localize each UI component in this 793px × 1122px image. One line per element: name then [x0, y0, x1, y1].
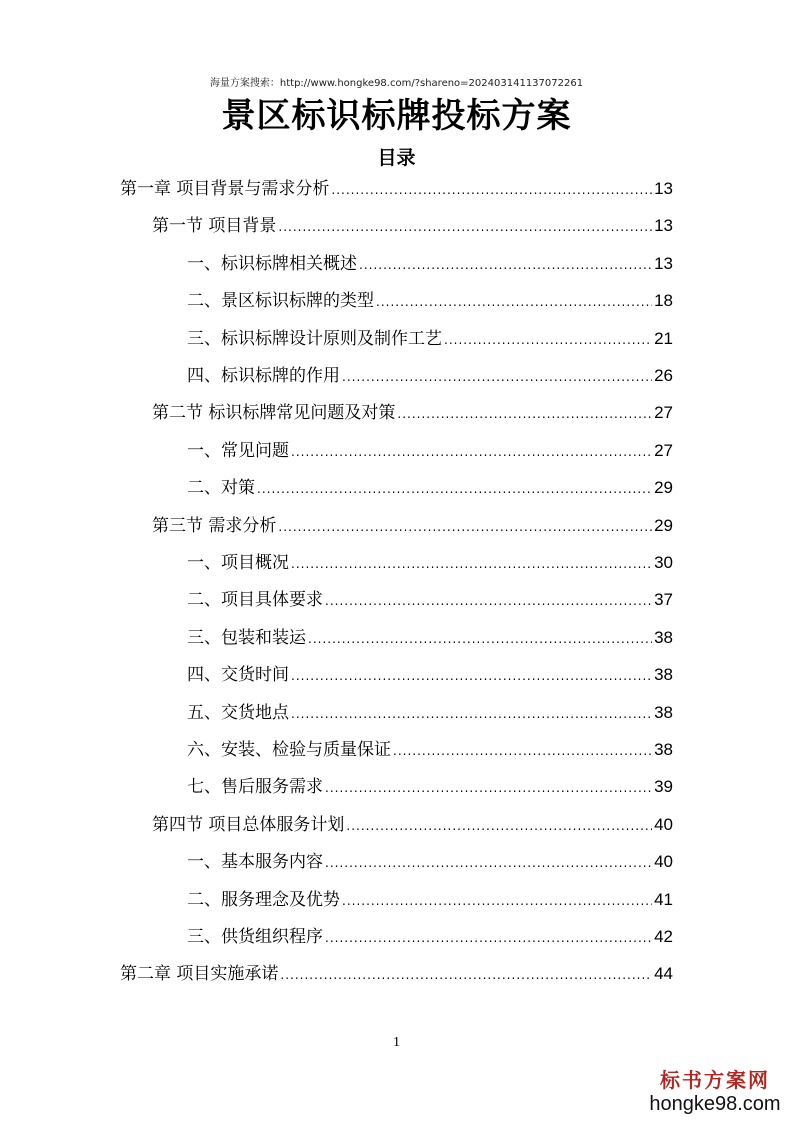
toc-entry[interactable]: [187, 624, 673, 652]
toc-entry-page: 26: [654, 366, 673, 385]
toc-entry-label: 第三节 需求分析: [152, 516, 277, 536]
toc-entry[interactable]: [187, 736, 673, 764]
toc-entry-label: 三、包装和装运: [187, 628, 306, 648]
toc-entry-label: 七、售后服务需求: [187, 777, 323, 797]
toc-dot-leader: [342, 887, 652, 915]
toc-entry-page: 38: [654, 703, 673, 722]
toc-entry[interactable]: [187, 250, 673, 278]
toc-entry-label: 二、景区标识标牌的类型: [187, 291, 374, 311]
toc-entry[interactable]: [187, 474, 673, 502]
toc-entry-page: 13: [654, 179, 673, 198]
toc-dot-leader: [291, 700, 652, 728]
toc-dot-leader: [393, 737, 652, 765]
toc-entry-page: 38: [654, 740, 673, 759]
toc-entry[interactable]: [120, 175, 673, 203]
toc-dot-leader: [308, 625, 652, 653]
toc-entry-label: 五、交货地点: [187, 703, 289, 723]
toc-entry-label: 二、对策: [187, 478, 255, 498]
toc-entry[interactable]: [187, 923, 673, 951]
toc-entry[interactable]: [187, 586, 673, 614]
toc-entry-label: 一、基本服务内容: [187, 852, 323, 872]
watermark-en: hongke98.com: [649, 1093, 781, 1115]
toc-dot-leader: [331, 176, 652, 204]
toc-entry-label: 第四节 项目总体服务计划: [152, 815, 345, 835]
toc-entry[interactable]: [187, 886, 673, 914]
toc-entry-label: 第二节 标识标牌常见问题及对策: [152, 403, 396, 423]
toc-entry[interactable]: [187, 287, 673, 315]
toc-entry[interactable]: [152, 399, 673, 427]
toc-entry[interactable]: [187, 325, 673, 353]
toc-entry-page: 38: [654, 665, 673, 684]
toc-entry[interactable]: [187, 848, 673, 876]
toc-dot-leader: [278, 513, 652, 541]
toc-entry-page: 18: [654, 291, 673, 310]
toc-entry-label: 第一节 项目背景: [152, 216, 277, 236]
toc-entry-page: 13: [654, 216, 673, 235]
toc-dot-leader: [444, 326, 652, 354]
toc-dot-leader: [325, 924, 652, 952]
toc-dot-leader: [291, 438, 652, 466]
toc-dot-leader: [346, 812, 652, 840]
toc-entry-page: 38: [654, 628, 673, 647]
toc-dot-leader: [342, 363, 652, 391]
toc-entry[interactable]: [120, 960, 673, 988]
toc-dot-leader: [257, 475, 652, 503]
toc-entry-label: 三、供货组织程序: [187, 927, 323, 947]
toc-entry-label: 三、标识标牌设计原则及制作工艺: [187, 329, 442, 349]
toc-entry[interactable]: [152, 212, 673, 240]
toc-dot-leader: [278, 213, 652, 241]
toc-entry[interactable]: [187, 773, 673, 801]
watermark-cn: 标书方案网: [660, 1068, 770, 1092]
toc-entry[interactable]: [187, 661, 673, 689]
toc-entry[interactable]: [187, 437, 673, 465]
toc-entry-page: 29: [654, 478, 673, 497]
toc-dot-leader: [280, 961, 652, 989]
toc-entry-page: 29: [654, 516, 673, 535]
toc-entry-label: 二、项目具体要求: [187, 590, 323, 610]
toc-entry-label: 第二章 项目实施承诺: [120, 964, 279, 984]
toc-entry-page: 40: [654, 852, 673, 871]
toc-entry-page: 21: [654, 329, 673, 348]
toc-entry-label: 六、安装、检验与质量保证: [187, 740, 391, 760]
page-number: 1: [393, 1035, 400, 1050]
toc-entry-page: 37: [654, 590, 673, 609]
toc-dot-leader: [291, 550, 652, 578]
toc-entry-label: 一、项目概况: [187, 553, 289, 573]
toc-entry-page: 44: [654, 964, 673, 983]
toc-entry-page: 42: [654, 927, 673, 946]
toc-entry-label: 第一章 项目背景与需求分析: [120, 179, 330, 199]
toc-entry-page: 27: [654, 403, 673, 422]
toc-entry-label: 四、交货时间: [187, 665, 289, 685]
watermark: [640, 1068, 790, 1116]
toc-entry-page: 39: [654, 777, 673, 796]
toc-entry[interactable]: [187, 362, 673, 390]
toc-entry-page: 40: [654, 815, 673, 834]
toc-entry-label: 四、标识标牌的作用: [187, 366, 340, 386]
toc-entry-page: 30: [654, 553, 673, 572]
source-line: 海量方案搜索：http://www.hongke98.com/?shareno=2024031411370722​61: [209, 78, 584, 89]
toc-entry-label: 一、常见问题: [187, 441, 289, 461]
toc-entry-label: 一、标识标牌相关概述: [187, 254, 357, 274]
toc-dot-leader: [376, 288, 652, 316]
toc-dot-leader: [397, 400, 652, 428]
toc-entry[interactable]: [187, 699, 673, 727]
toc-entry[interactable]: [152, 811, 673, 839]
toc-dot-leader: [325, 587, 652, 615]
toc-entry-page: 27: [654, 441, 673, 460]
toc-heading: 目录: [377, 147, 416, 169]
toc-entry-label: 二、服务理念及优势: [187, 890, 340, 910]
toc-dot-leader: [359, 251, 652, 279]
toc-entry[interactable]: [152, 512, 673, 540]
toc-entry-page: 13: [654, 254, 673, 273]
toc-dot-leader: [325, 774, 652, 802]
toc-entry-page: 41: [654, 890, 673, 909]
toc-entry[interactable]: [187, 549, 673, 577]
toc-dot-leader: [325, 849, 652, 877]
toc-dot-leader: [291, 662, 652, 690]
document-title: 景区标识标牌投标方案: [221, 96, 572, 136]
